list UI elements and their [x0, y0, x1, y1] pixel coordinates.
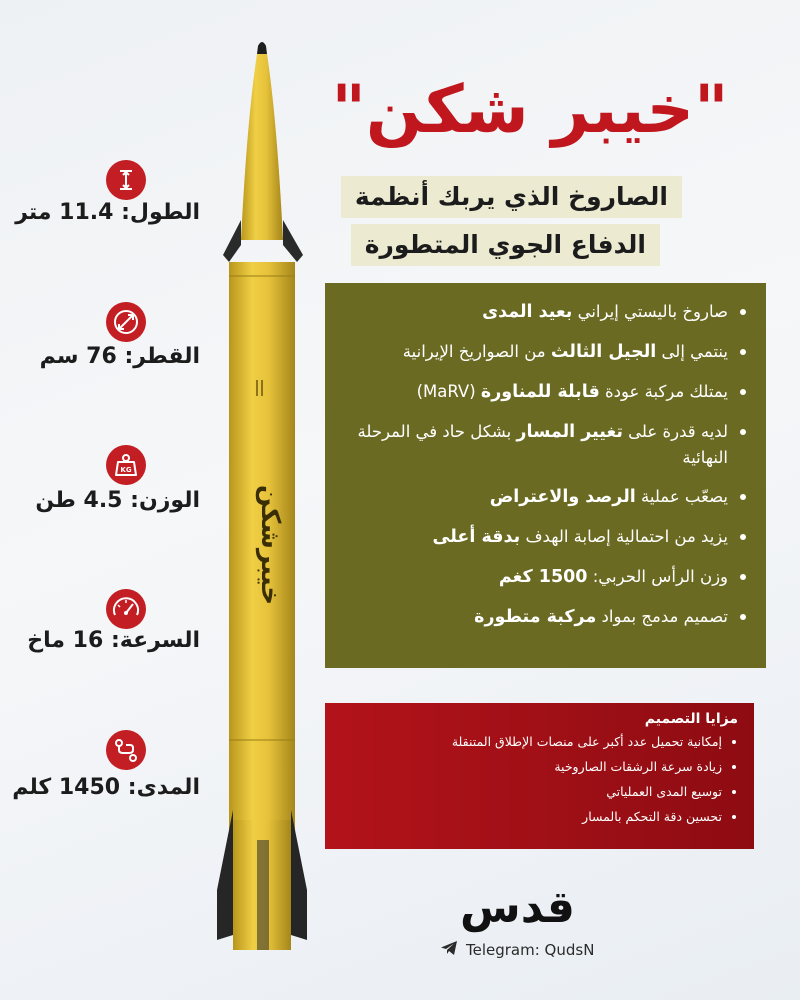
telegram-icon	[440, 940, 458, 960]
feature-item: ينتمي إلى الجيل الثالث من الصواريخ الإيرانية	[343, 339, 748, 365]
design-advantages-panel	[325, 703, 754, 849]
subtitle-line-2: الدفاع الجوي المتطورة	[351, 224, 660, 266]
ruler-vertical-icon	[106, 160, 146, 200]
feature-item: لديه قدرة على تغيير المسار بشكل حاد في المرحلة النهائية	[343, 419, 748, 470]
spec-weight: الوزن: 4.5 طن	[35, 488, 200, 513]
design-heading: مزايا التصميم	[644, 711, 738, 727]
svg-text:KG: KG	[120, 466, 132, 474]
feature-item: يمتلك مركبة عودة قابلة للمناورة (MaRV)	[343, 379, 748, 405]
page-title: "خيبر شكن"	[331, 71, 729, 148]
telegram-handle[interactable]	[440, 940, 594, 960]
feature-item: تصميم مدمج بمواد مركبة متطورة	[343, 604, 748, 630]
speedometer-icon	[106, 589, 146, 629]
spec-speed: السرعة: 16 ماخ	[27, 628, 200, 653]
quds-logo: قدس	[460, 882, 575, 933]
missile-label: خيبرشكن	[255, 484, 285, 606]
features-panel	[325, 283, 766, 668]
design-item: إمكانية تحميل عدد أكبر على منصات الإطلاق المتنقلة	[341, 733, 738, 750]
design-item: زيادة سرعة الرشقات الصاروخية	[341, 758, 738, 775]
design-item: توسيع المدى العملياتي	[341, 783, 738, 800]
feature-item: يزيد من احتمالية إصابة الهدف بدقة أعلى	[343, 524, 748, 550]
design-item: تحسين دقة التحكم بالمسار	[341, 808, 738, 825]
feature-item: صاروخ باليستي إيراني بعيد المدى	[343, 299, 748, 325]
spec-length: الطول: 11.4 متر	[15, 200, 200, 225]
spec-diameter: القطر: 76 سم	[39, 344, 200, 369]
feature-item: يصعّب عملية الرصد والاعتراض	[343, 484, 748, 510]
feature-item: وزن الرأس الحربي: 1500 كغم	[343, 564, 748, 590]
telegram-text: Telegram: QudsN	[466, 941, 595, 959]
subtitle-line-1: الصاروخ الذي يربك أنظمة	[341, 176, 682, 218]
route-icon	[106, 730, 146, 770]
weight-kg-icon	[106, 445, 146, 485]
spec-range: المدى: 1450 كلم	[12, 775, 200, 800]
diameter-icon	[106, 302, 146, 342]
